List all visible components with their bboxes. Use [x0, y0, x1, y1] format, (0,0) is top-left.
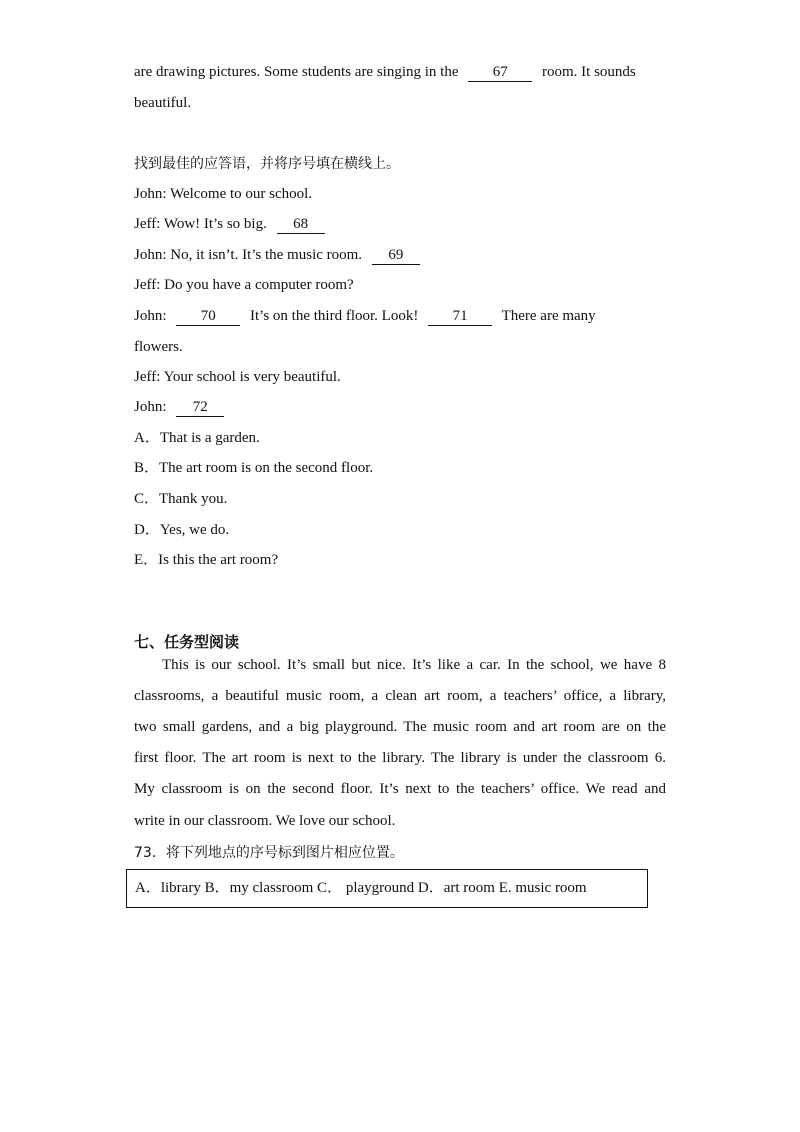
options-box-text: A．library B．my classroom C． playground D．art room E. music room	[135, 880, 587, 896]
option-b: B．The art room is on the second floor.	[134, 460, 374, 476]
dialogue-line: flowers.	[134, 339, 183, 355]
paragraph-line: My classroom is on the second floor. It’s next to the teachers’ office. We read and	[134, 781, 666, 797]
dialogue-line: John: Welcome to our school.	[134, 186, 313, 202]
blank-67[interactable]: 67	[468, 64, 532, 82]
passage-line-2: beautiful.	[134, 95, 192, 111]
section-heading: 七、任务型阅读	[134, 633, 240, 651]
passage-line-1	[134, 62, 636, 82]
blank-72[interactable]: 72	[176, 399, 224, 417]
option-d: D．Yes, we do.	[134, 522, 230, 538]
dialogue-line	[134, 214, 325, 234]
dialogue-text: John:	[134, 399, 167, 415]
blank-68[interactable]: 68	[277, 216, 325, 234]
blank-70[interactable]: 70	[176, 308, 240, 326]
passage-text: room. It sounds	[542, 64, 636, 80]
dialogue-text: There are many	[501, 308, 596, 324]
blank-71[interactable]: 71	[428, 308, 492, 326]
paragraph-line: classrooms, a beautiful music room, a clean art room, a teachers’ office, a library,	[134, 688, 666, 704]
blank-69[interactable]: 69	[372, 247, 420, 265]
option-c: C．Thank you.	[134, 491, 228, 507]
dialogue-instruction: 找到最佳的应答语，并将序号填在横线上。	[134, 156, 400, 172]
question-73: 73．将下列地点的序号标到图片相应位置。	[134, 845, 404, 861]
dialogue-line	[134, 245, 420, 265]
dialogue-line	[134, 306, 596, 326]
options-box	[126, 869, 648, 908]
dialogue-text: John:	[134, 308, 167, 324]
paragraph-line: two small gardens, and a big playground. The music room and art room are on the	[134, 719, 666, 735]
option-a: A．That is a garden.	[134, 430, 260, 446]
paragraph-line: write in our classroom. We love our school.	[134, 813, 396, 829]
dialogue-line	[134, 397, 224, 417]
dialogue-text: Jeff: Wow! It’s so big.	[134, 216, 267, 232]
paragraph-line: first floor. The art room is next to the library. The library is under the classroom 6.	[134, 750, 666, 766]
dialogue-line: Jeff: Your school is very beautiful.	[134, 369, 341, 385]
dialogue-text: John: No, it isn’t. It’s the music room.	[134, 247, 363, 263]
passage-text: are drawing pictures. Some students are singing in the	[134, 64, 459, 80]
paragraph-line: This is our school. It’s small but nice. It’s like a car. In the school, we have 8	[162, 657, 666, 673]
dialogue-text: It’s on the third floor. Look!	[250, 308, 419, 324]
option-e: E．Is this the art room?	[134, 552, 279, 568]
dialogue-line: Jeff: Do you have a computer room?	[134, 277, 354, 293]
